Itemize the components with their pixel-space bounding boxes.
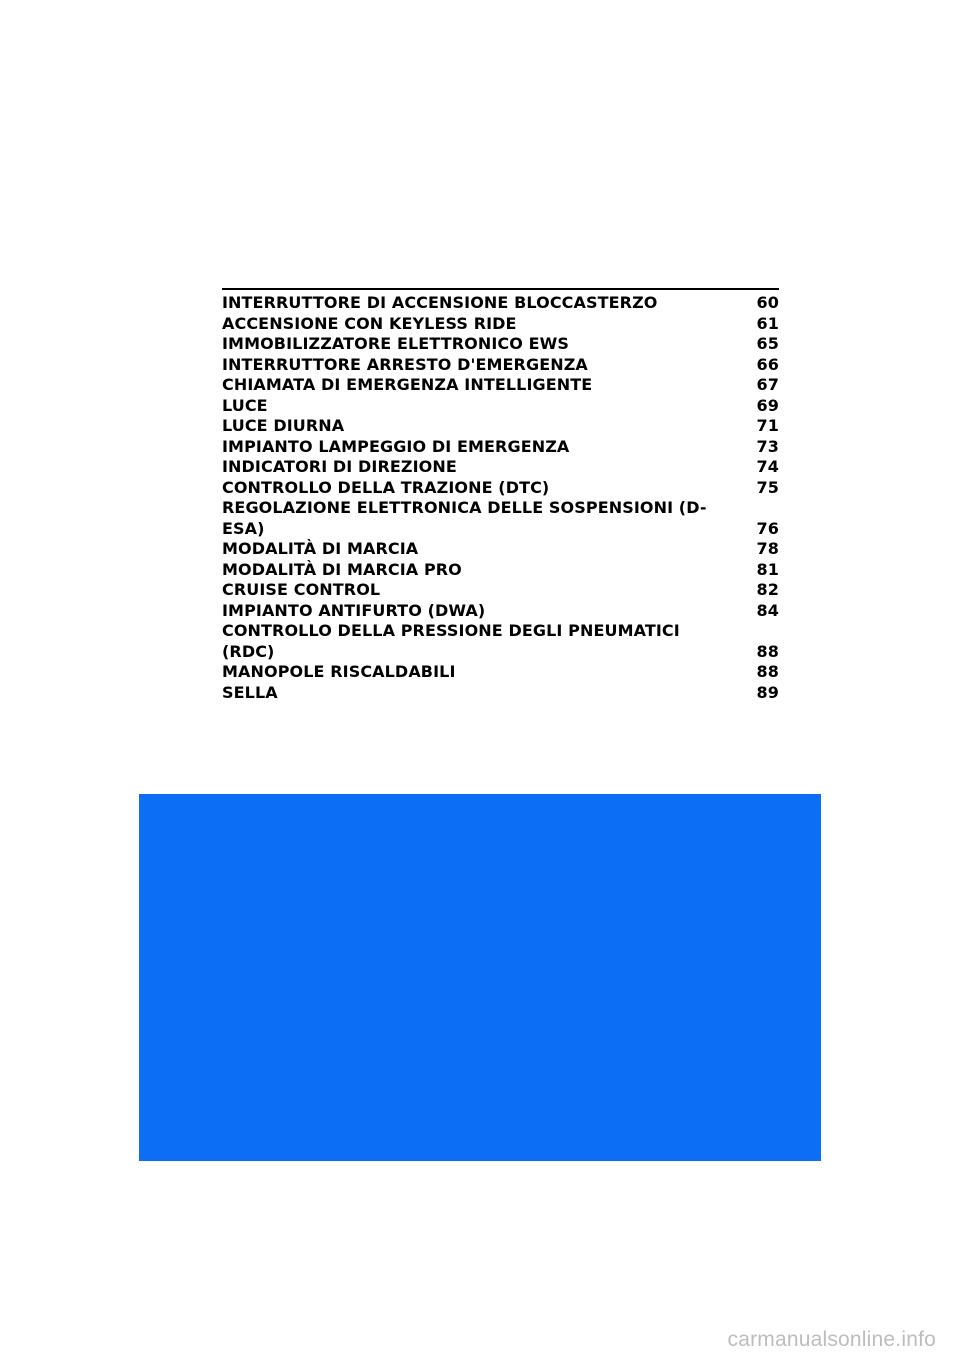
toc-item-title: IMMOBILIZZATORE ELETTRONICO EWS: [222, 334, 570, 353]
toc-item[interactable]: [222, 560, 779, 581]
toc-item-title: CRUISE CONTROL: [222, 580, 381, 599]
toc-item-title: INTERRUTTORE DI ACCENSIONE BLOCCASTERZO: [222, 293, 658, 312]
toc-item-title: IMPIANTO ANTIFURTO (DWA): [222, 600, 486, 620]
toc-item-title: INTERRUTTORE ARRESTO D'EMERGENZA: [222, 354, 588, 374]
toc-item-page: 76: [756, 518, 779, 538]
toc-item[interactable]: [222, 396, 779, 417]
toc-item-page: 78: [756, 539, 779, 558]
toc-item-page: 61: [756, 313, 779, 333]
toc-item-page: 84: [756, 600, 779, 620]
toc-item-title: INDICATORI DI DIREZIONE: [222, 457, 457, 476]
toc-item[interactable]: [222, 355, 779, 376]
toc-item-title: CONTROLLO DELLA PRESSIONE DEGLI PNEUMATICI (RDC): [222, 621, 680, 661]
toc-item-page: 67: [756, 375, 779, 394]
toc-item-page: 69: [756, 395, 779, 415]
toc-item-title: MODALITÀ DI MARCIA: [222, 539, 419, 558]
toc-item-page: 60: [756, 293, 779, 312]
toc-item-title: MODALITÀ DI MARCIA PRO: [222, 559, 462, 579]
toc-item[interactable]: [222, 375, 779, 396]
toc-item[interactable]: [222, 683, 779, 704]
toc-item[interactable]: [222, 621, 779, 662]
toc-item[interactable]: [222, 580, 779, 601]
toc-item-page: 88: [756, 641, 779, 661]
toc-item-title: IMPIANTO LAMPEGGIO DI EMERGENZA: [222, 436, 570, 456]
toc-item[interactable]: [222, 457, 779, 478]
toc-item-page: 71: [756, 416, 779, 435]
toc-item-title: CONTROLLO DELLA TRAZIONE (DTC): [222, 477, 550, 497]
toc-item-title: LUCE DIURNA: [222, 416, 345, 435]
toc-item[interactable]: [222, 416, 779, 437]
toc-item-page: 73: [756, 436, 779, 456]
toc-item-title: SELLA: [222, 682, 278, 702]
toc-item[interactable]: [222, 293, 779, 314]
toc-item-page: 81: [756, 559, 779, 579]
toc-item[interactable]: [222, 478, 779, 499]
toc-item-title: MANOPOLE RISCALDABILI: [222, 662, 456, 681]
toc-item[interactable]: [222, 601, 779, 622]
toc-item[interactable]: [222, 539, 779, 560]
toc-item[interactable]: [222, 314, 779, 335]
toc-item[interactable]: [222, 498, 779, 539]
blue-panel: [139, 794, 821, 1161]
toc-item-page: 66: [756, 354, 779, 374]
toc-item-title: LUCE: [222, 395, 268, 415]
table-of-contents: [222, 288, 779, 703]
watermark: carmanualsonline.info: [727, 1328, 936, 1351]
toc-item[interactable]: [222, 437, 779, 458]
toc-item-page: 89: [756, 682, 779, 702]
toc-item[interactable]: [222, 334, 779, 355]
toc-item-title: CHIAMATA DI EMERGENZA INTELLIGENTE: [222, 375, 593, 394]
toc-item-page: 88: [756, 662, 779, 681]
toc-item-title: ACCENSIONE CON KEYLESS RIDE: [222, 313, 517, 333]
toc-item-title: REGOLAZIONE ELETTRONICA DELLE SOSPENSIONI (D-ESA): [222, 498, 707, 538]
toc-item[interactable]: [222, 662, 779, 683]
toc-item-page: 82: [756, 580, 779, 599]
toc-item-page: 75: [756, 477, 779, 497]
toc-item-page: 74: [756, 457, 779, 476]
toc-item-page: 65: [756, 334, 779, 353]
